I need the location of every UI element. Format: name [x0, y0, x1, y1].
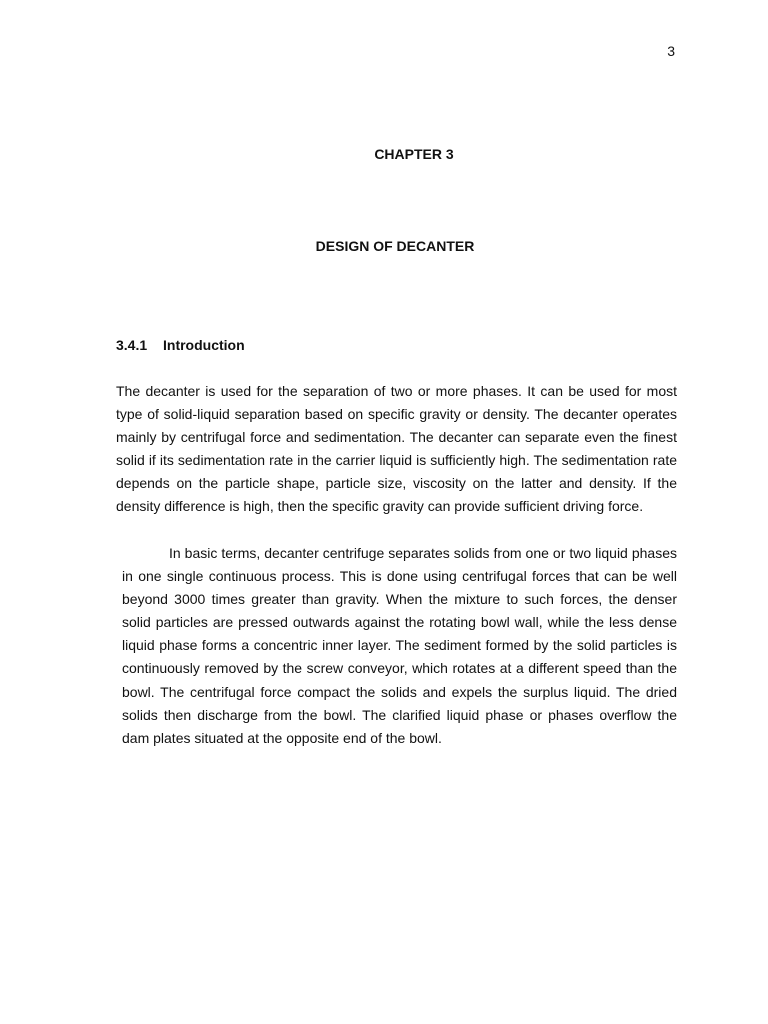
body-paragraph: In basic terms, decanter centrifuge separates solids from one or two liquid phases in one single continuous process. This is done using centrifugal forces that can be well beyond 3000 times greater than gravity. When the mixture to such forces, the denser solid particles are pressed outwards against the rotating bowl wall, while the less dense liquid phase forms a concentric inner layer. The sediment formed by the solid particles is continuously removed by the screw conveyor, which rotates at a different speed than the bowl. The centrifugal force compact the solids and expels the surplus liquid. The dried solids then discharge from the bowl. The clarified liquid phase or phases overflow the dam plates situated at the opposite end of the bowl.	[122, 545, 677, 746]
page-number: 3	[667, 43, 675, 59]
chapter-label: CHAPTER 3	[374, 146, 454, 162]
intro-paragraph: The decanter is used for the separation of two or more phases. It can be used for most type of solid-liquid separation based on specific gravity or density. The decanter operates mainly by centrifugal force and sedimentation. The decanter can separate even the finest solid if its sedimentation rate in the carrier liquid is sufficiently high. The sedimentation rate depends on the particle shape, particle size, viscosity on the latter and density. If the density difference is high, then the specific gravity can provide sufficient driving force.	[116, 383, 677, 515]
section-title: Introduction	[163, 337, 245, 353]
section-heading	[116, 337, 245, 354]
chapter-title: DESIGN OF DECANTER	[315, 238, 475, 254]
section-number: 3.4.1	[116, 337, 148, 353]
